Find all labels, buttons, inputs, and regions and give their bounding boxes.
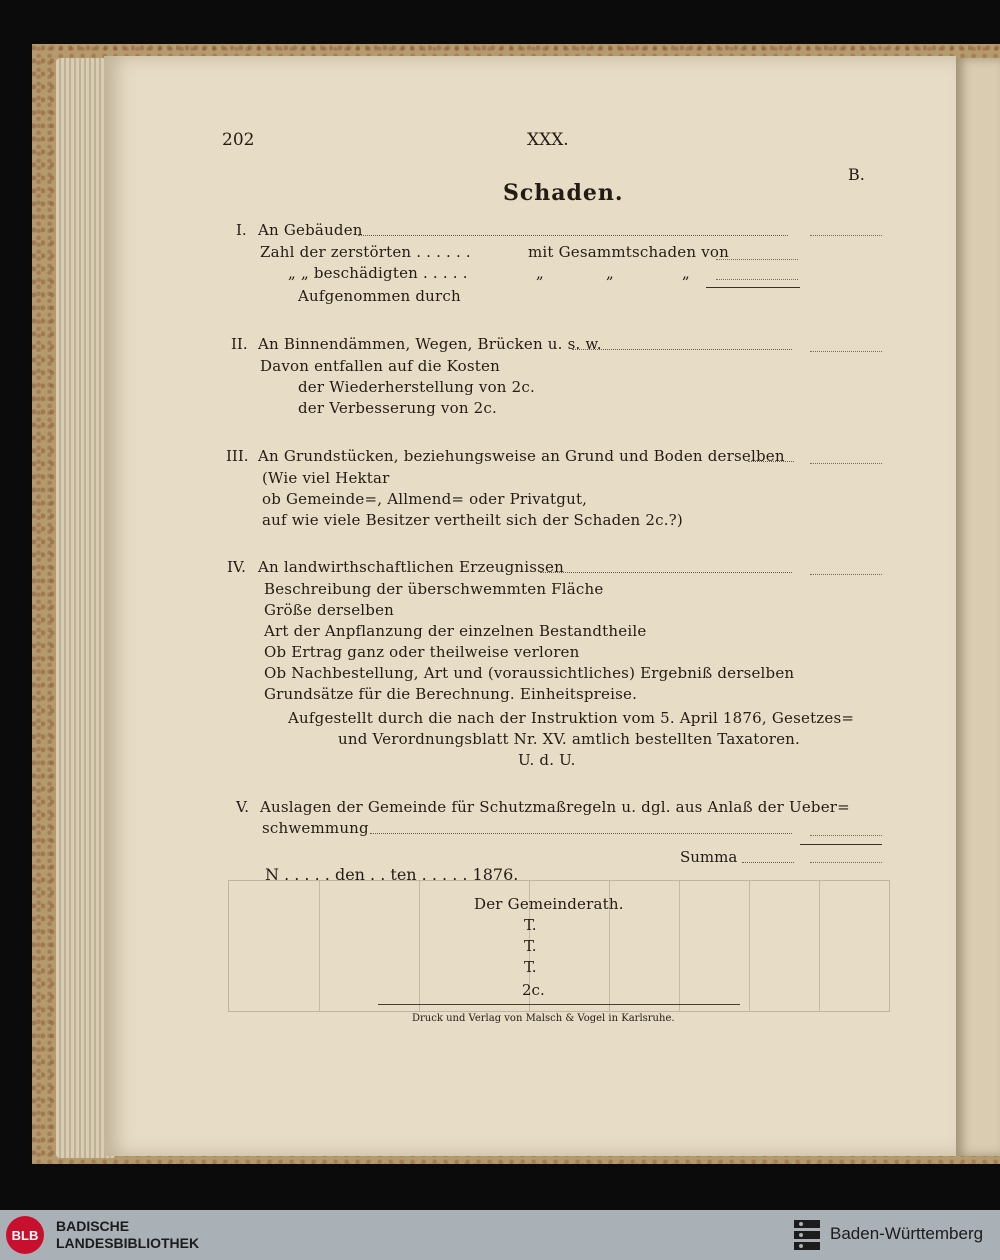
s3-line2: ob Gemeinde=, Allmend= oder Privatgut, — [262, 490, 588, 508]
summa-label: Summa — [680, 848, 738, 866]
blb-name-line1: BADISCHE — [56, 1218, 130, 1234]
s4-note2: und Verordnungsblatt Nr. XV. amtlich bestellten Taxatoren. — [338, 730, 801, 748]
sum-rule — [800, 844, 882, 845]
s2-line3: der Verbesserung von 2c. — [298, 399, 497, 417]
imprint-rule — [378, 1004, 740, 1005]
page-title: Schaden. — [503, 180, 624, 206]
section-number: XXX. — [527, 130, 569, 150]
page-number: 202 — [222, 130, 255, 150]
blb-name-line2: LANDESBIBLIOTHEK — [56, 1235, 200, 1251]
section-3-num: III. — [226, 447, 249, 465]
s1-line1a: Zahl der zerstörten . . . . . . — [260, 243, 471, 261]
answer-line — [810, 235, 882, 236]
footer-bar — [0, 1210, 1000, 1260]
signature-2: T. — [524, 937, 537, 955]
section-2-head: An Binnendämmen, Wegen, Brücken u. s. w. — [258, 335, 602, 353]
blb-name[interactable] — [56, 1218, 199, 1252]
s4-line1: Beschreibung der überschwemmten Fläche — [264, 580, 604, 598]
leader-dots — [572, 349, 792, 350]
s4-line3: Art der Anpflanzung der einzelnen Bestandtheile — [264, 622, 647, 640]
imprint: Druck und Verlag von Malsch & Vogel in Karlsruhe. — [412, 1013, 675, 1024]
section-1-head: An Gebäuden — [258, 221, 363, 239]
s1-line3: Aufgenommen durch — [298, 287, 461, 305]
bw-lions-icon[interactable] — [792, 1218, 822, 1252]
corner-mark: B. — [848, 165, 865, 184]
next-page-edge — [956, 58, 1000, 1156]
section-3-head: An Grundstücken, beziehungsweise an Grund und Boden derselben — [258, 447, 785, 465]
bw-name[interactable]: Baden-Württemberg — [830, 1224, 984, 1243]
section-1-num: I. — [236, 221, 247, 239]
s1-line2a: „ „ beschädigten . . . . . — [288, 264, 468, 282]
section-5-head: Auslagen der Gemeinde für Schutzmaßregeln u. dgl. aus Anlaß der Ueber= — [260, 798, 850, 816]
s4-line4: Ob Ertrag ganz oder theilweise verloren — [264, 643, 580, 661]
signature-1: T. — [524, 916, 537, 934]
s1-line2c: „ — [606, 264, 614, 282]
s3-line3: auf wie viele Besitzer vertheilt sich der Schaden 2c.?) — [262, 511, 683, 529]
place-date-line: N . . . . . den . . ten . . . . . 1876. — [265, 865, 519, 884]
s4-line2: Größe derselben — [264, 601, 395, 619]
section-2-num: II. — [231, 335, 248, 353]
section-4-head: An landwirthschaftlichen Erzeugnissen — [258, 558, 564, 576]
answer-line — [716, 259, 798, 260]
s2-line1: Davon entfallen auf die Kosten — [260, 357, 500, 375]
s2-line2: der Wiederherstellung von 2c. — [298, 378, 535, 396]
leader-dots — [370, 833, 792, 834]
s3-line1: (Wie viel Hektar — [262, 469, 390, 487]
section-4-num: IV. — [227, 558, 246, 576]
leader-dots — [742, 862, 794, 863]
blb-logo-icon[interactable]: BLB — [6, 1216, 44, 1254]
answer-line — [810, 574, 882, 575]
signature-etc: 2c. — [522, 981, 545, 999]
s4-note1: Aufgestellt durch die nach der Instruktion vom 5. April 1876, Gesetzes= — [288, 709, 855, 727]
s1-line2d: „ — [682, 264, 690, 282]
answer-line — [810, 835, 882, 836]
leader-dots — [540, 572, 792, 573]
s1-line2b: „ — [536, 264, 544, 282]
sum-rule — [706, 287, 800, 288]
council-label: Der Gemeinderath. — [474, 895, 624, 913]
answer-line — [810, 463, 882, 464]
answer-line — [716, 279, 798, 280]
s1-line1b: mit Gesammtschaden von — [528, 243, 729, 261]
s5-line1: schwemmung — [262, 819, 369, 837]
answer-line — [810, 862, 882, 863]
leader-dots — [358, 235, 788, 236]
leader-dots — [748, 461, 794, 462]
s4-line5: Ob Nachbestellung, Art und (voraussichtliches) Ergebniß derselben — [264, 664, 795, 682]
answer-line — [810, 351, 882, 352]
s4-line6: Grundsätze für die Berechnung. Einheitspreise. — [264, 685, 638, 703]
s4-note3: U. d. U. — [518, 751, 576, 769]
signature-3: T. — [524, 958, 537, 976]
section-5-num: V. — [236, 798, 249, 816]
